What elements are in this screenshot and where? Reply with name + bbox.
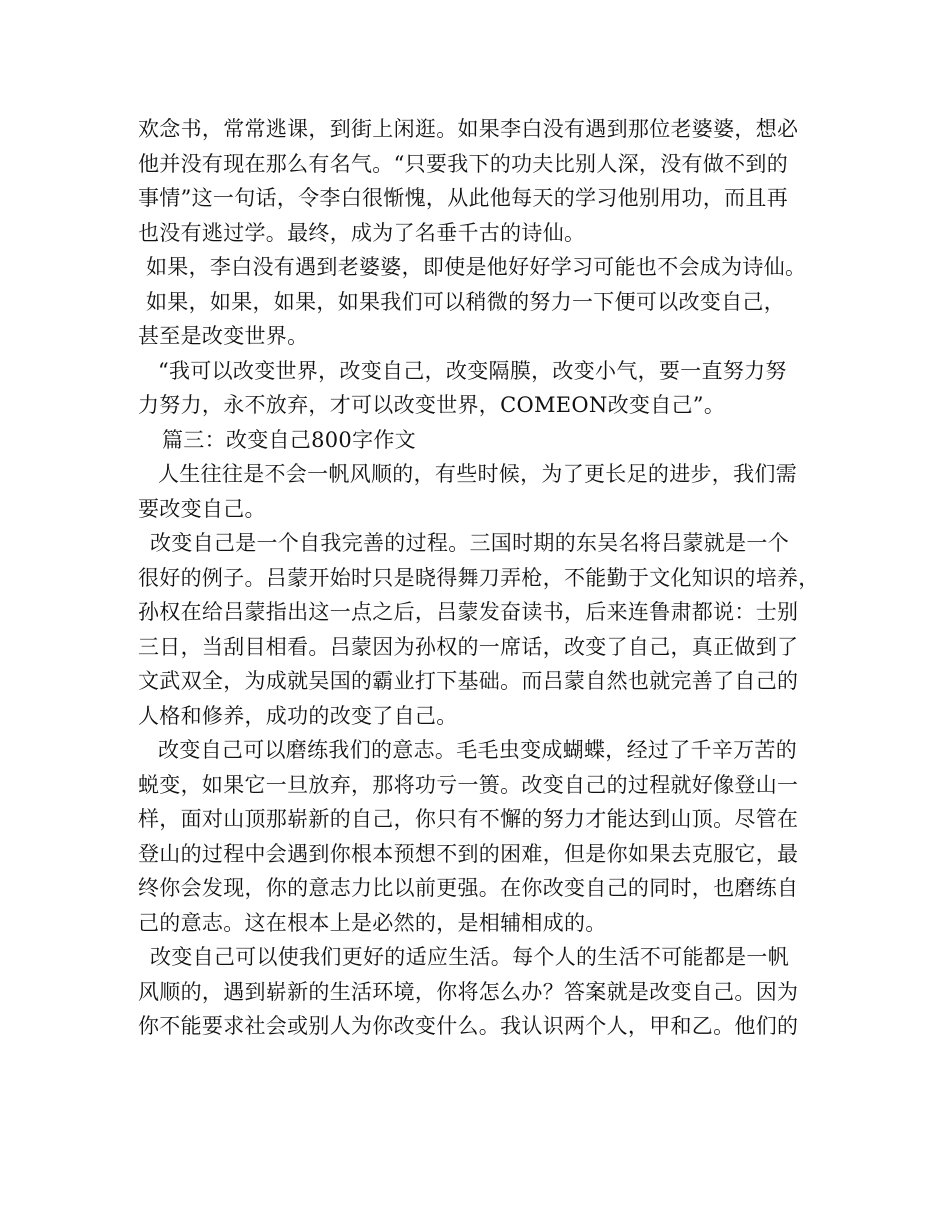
paragraph-start: 人生往往是不会一帆风顺的，有些时候，为了更长足的进步，我们需 — [158, 462, 797, 486]
text-line: 蜕变，如果它一旦放弃，那将功亏一篑。改变自己的过程就好像登山一 — [138, 772, 799, 797]
text-line: 文武双全，为成就吴国的霸业打下基础。而吕蒙自然也就完善了自己的 — [138, 669, 799, 693]
text-line: 事情”这一句话，令李白很惭愧，从此他每天的学习他别用功，而且再 — [138, 186, 789, 210]
text-line: 你不能要求社会或别人为你改变什么。我认识两个人，甲和乙。他们的 — [138, 1014, 799, 1038]
paragraph-start: 改变自己可以使我们更好的适应生活。每个人的生活不可能都是一帆 — [150, 945, 789, 969]
paragraph-start: “我可以改变世界，改变自己，改变隔膜，改变小气，要一直努力努 — [158, 358, 787, 383]
text-line: 三日，当刮目相看。吕蒙因为孙权的一席话，改变了自己，真正做到了 — [138, 634, 799, 659]
paragraph-start: 改变自己可以磨练我们的意志。毛毛虫变成蝴蝶，经过了千辛万苦的 — [158, 738, 797, 762]
text-line: 人格和修养，成功的改变了自己。 — [138, 703, 458, 728]
text-line: 也没有逃过学。最终，成为了名垂千古的诗仙。 — [138, 220, 586, 245]
text-line: 欢念书，常常逃课，到街上闲逛。如果李白没有遇到那位老婆婆，想必 — [138, 117, 799, 141]
text-line: 很好的例子。吕蒙开始时只是晓得舞刀弄枪，不能勤于文化知识的培养， — [138, 565, 820, 590]
text-line: 终你会发现，你的意志力比以前更强。在你改变自己的同时，也磨练自 — [138, 876, 799, 900]
paragraph-start: 如果，如果，如果，如果我们可以稍微的努力一下便可以改变自己， — [146, 289, 785, 314]
essay-text — [138, 112, 828, 1044]
text-line: 风顺的，遇到崭新的生活环境，你将怎么办？答案就是改变自己。因为 — [138, 979, 799, 1004]
section-heading: 篇三：改变自己800字作文 — [162, 427, 416, 452]
text-line: 登山的过程中会遇到你根本预想不到的困难，但是你如果去克服它，最 — [138, 841, 799, 866]
paragraph-start: 改变自己是一个自我完善的过程。三国时期的东吴名将吕蒙就是一个 — [150, 531, 789, 555]
text-line: 己的意志。这在根本上是必然的，是相辅相成的。 — [138, 910, 607, 935]
paragraph-start: 如果，李白没有遇到老婆婆，即使是他好好学习可能也不会成为诗仙。 — [146, 255, 807, 279]
text-line: 样，面对山顶那崭新的自己，你只有不懈的努力才能达到山顶。尽管在 — [138, 807, 799, 831]
text-line: 他并没有现在那么有名气。“只要我下的功夫比别人深，没有做不到的 — [138, 151, 789, 176]
text-line: 力努力，永不放弃，才可以改变世界，COMEON改变自己”。 — [138, 393, 726, 417]
text-line: 甚至是改变世界。 — [138, 324, 309, 348]
text-line: 孙权在给吕蒙指出这一点之后，吕蒙发奋读书，后来连鲁肃都说：士别 — [138, 600, 799, 624]
text-line: 要改变自己。 — [138, 496, 266, 521]
